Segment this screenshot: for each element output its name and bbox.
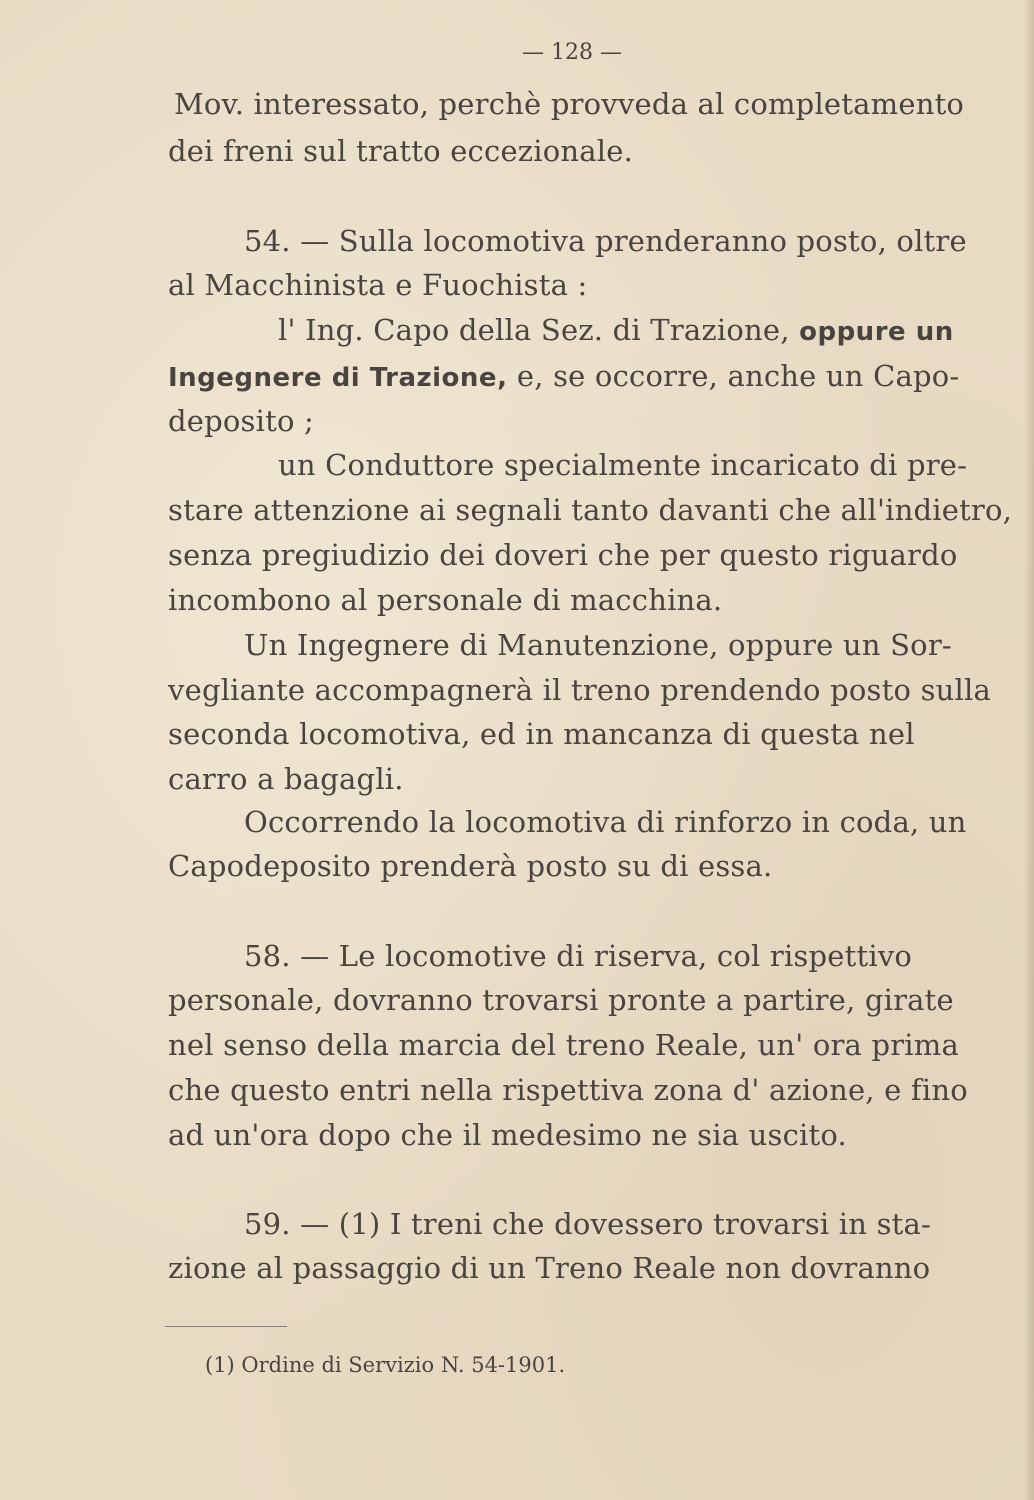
text-line: 58. — Le locomotive di riserva, col rispettivo [244,939,913,973]
text-line: deposito ; [168,404,315,438]
text-line: dei freni sul tratto eccezionale. [168,134,634,168]
text-line: Mov. interessato, perchè provveda al completamento [174,87,965,121]
text-line: zione al passaggio di un Treno Reale non dovranno [168,1251,931,1285]
text-line: un Conduttore specialmente incaricato di pre- [278,448,968,482]
text-line: ad un'ora dopo che il medesimo ne sia uscito. [168,1118,847,1152]
text-line: stare attenzione ai segnali tanto davanti che all'indietro, [168,493,1013,527]
text-line: che questo entri nella rispettiva zona d' azione, e fino [168,1073,968,1107]
footnote-divider [165,1326,287,1327]
text-line: Ingegnere di Trazione, e, se occorre, anche un Capo- [168,359,960,393]
emphasis-text: Ingegnere di Trazione, [168,363,508,393]
text-line: personale, dovranno trovarsi pronte a partire, girate [168,983,954,1017]
footnote: (1) Ordine di Servizio N. 54-1901. [205,1353,566,1377]
text-line: incombono al personale di macchina. [168,583,723,617]
text-line: al Macchinista e Fuochista : [168,268,588,302]
text-line: l' Ing. Capo della Sez. di Trazione, oppure un [278,313,954,347]
text-line: Occorrendo la locomotiva di rinforzo in coda, un [244,805,967,839]
text-line: senza pregiudizio dei doveri che per questo riguardo [168,538,958,572]
page-spine-shadow [1024,0,1034,1500]
text-line: vegliante accompagnerà il treno prendendo posto sulla [168,673,991,707]
text-line: 59. — (1) I treni che dovessero trovarsi in sta- [244,1207,931,1241]
text-line: 54. — Sulla locomotiva prenderanno posto, oltre [244,224,967,258]
emphasis-text: oppure un [799,317,954,347]
text-line: carro a bagagli. [168,762,404,796]
text-line: Un Ingegnere di Manutenzione, oppure un Sor- [244,628,952,662]
text-line: Capodeposito prenderà posto su di essa. [168,849,773,883]
text-line: seconda locomotiva, ed in mancanza di questa nel [168,717,915,751]
page-number: — 128 — [522,40,622,65]
text-line: nel senso della marcia del treno Reale, un' ora prima [168,1028,959,1062]
